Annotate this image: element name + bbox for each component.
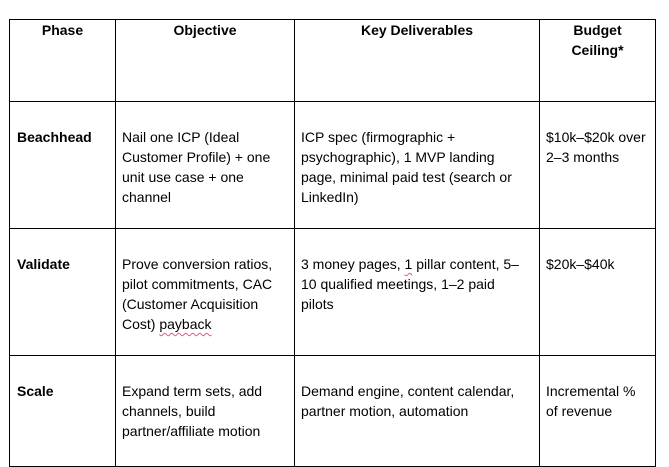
spellcheck-flagged-word[interactable]: 1 [404,256,413,272]
objective-text-plain: Prove conversion ratios, pilot commitments, CAC (Customer Acquisition Cost) [122,256,273,332]
cell-budget[interactable] [540,356,656,467]
objective-text [116,229,294,334]
objective-text: Nail one ICP (Ideal Customer Profile) + one unit use case + one channel [122,129,271,205]
phase-label: Validate [17,256,70,272]
header-objective[interactable]: Objective [116,20,295,102]
phase-plan-table [9,19,656,467]
cell-phase[interactable] [10,229,116,356]
deliverables-text [295,229,539,314]
cell-objective[interactable] [116,356,295,467]
cell-objective[interactable] [116,102,295,229]
phase-label: Beachhead [17,129,92,145]
deliverables-text-part1: 3 money pages, [301,256,405,272]
table-row [10,102,656,229]
deliverables-text: Demand engine, content calendar, partner motion, automation [301,383,515,419]
cell-phase[interactable] [10,356,116,467]
budget-text: $20k–$40k [546,256,615,272]
header-budget-line2: Ceiling* [571,42,624,58]
cell-deliverables[interactable] [295,356,540,467]
table-header-row [10,20,656,102]
budget-text: Incremental % of revenue [546,383,636,419]
header-phase[interactable]: Phase [10,20,116,102]
table-row [10,356,656,467]
header-budget-line1: Budget [573,22,622,38]
header-key-deliverables[interactable]: Key Deliverables [295,20,540,102]
cell-budget[interactable] [540,229,656,356]
budget-text: $10k–$20k over 2–3 months [546,129,646,165]
phase-label: Scale [17,383,54,399]
cell-phase[interactable] [10,102,116,229]
cell-budget[interactable] [540,102,656,229]
cell-deliverables[interactable] [295,102,540,229]
cell-objective[interactable] [116,229,295,356]
header-budget-ceiling[interactable] [540,20,656,102]
cell-deliverables[interactable] [295,229,540,356]
deliverables-text-part2: pillar content, 5–10 qualified meetings, 1–2 paid pilots [301,256,519,312]
table-row [10,229,656,356]
deliverables-text: ICP spec (firmographic + psychographic), 1 MVP landing page, minimal paid test (search or LinkedIn) [301,129,512,205]
spellcheck-flagged-word[interactable]: payback [159,316,212,332]
objective-text: Expand term sets, add channels, build partner/affiliate motion [122,383,263,439]
